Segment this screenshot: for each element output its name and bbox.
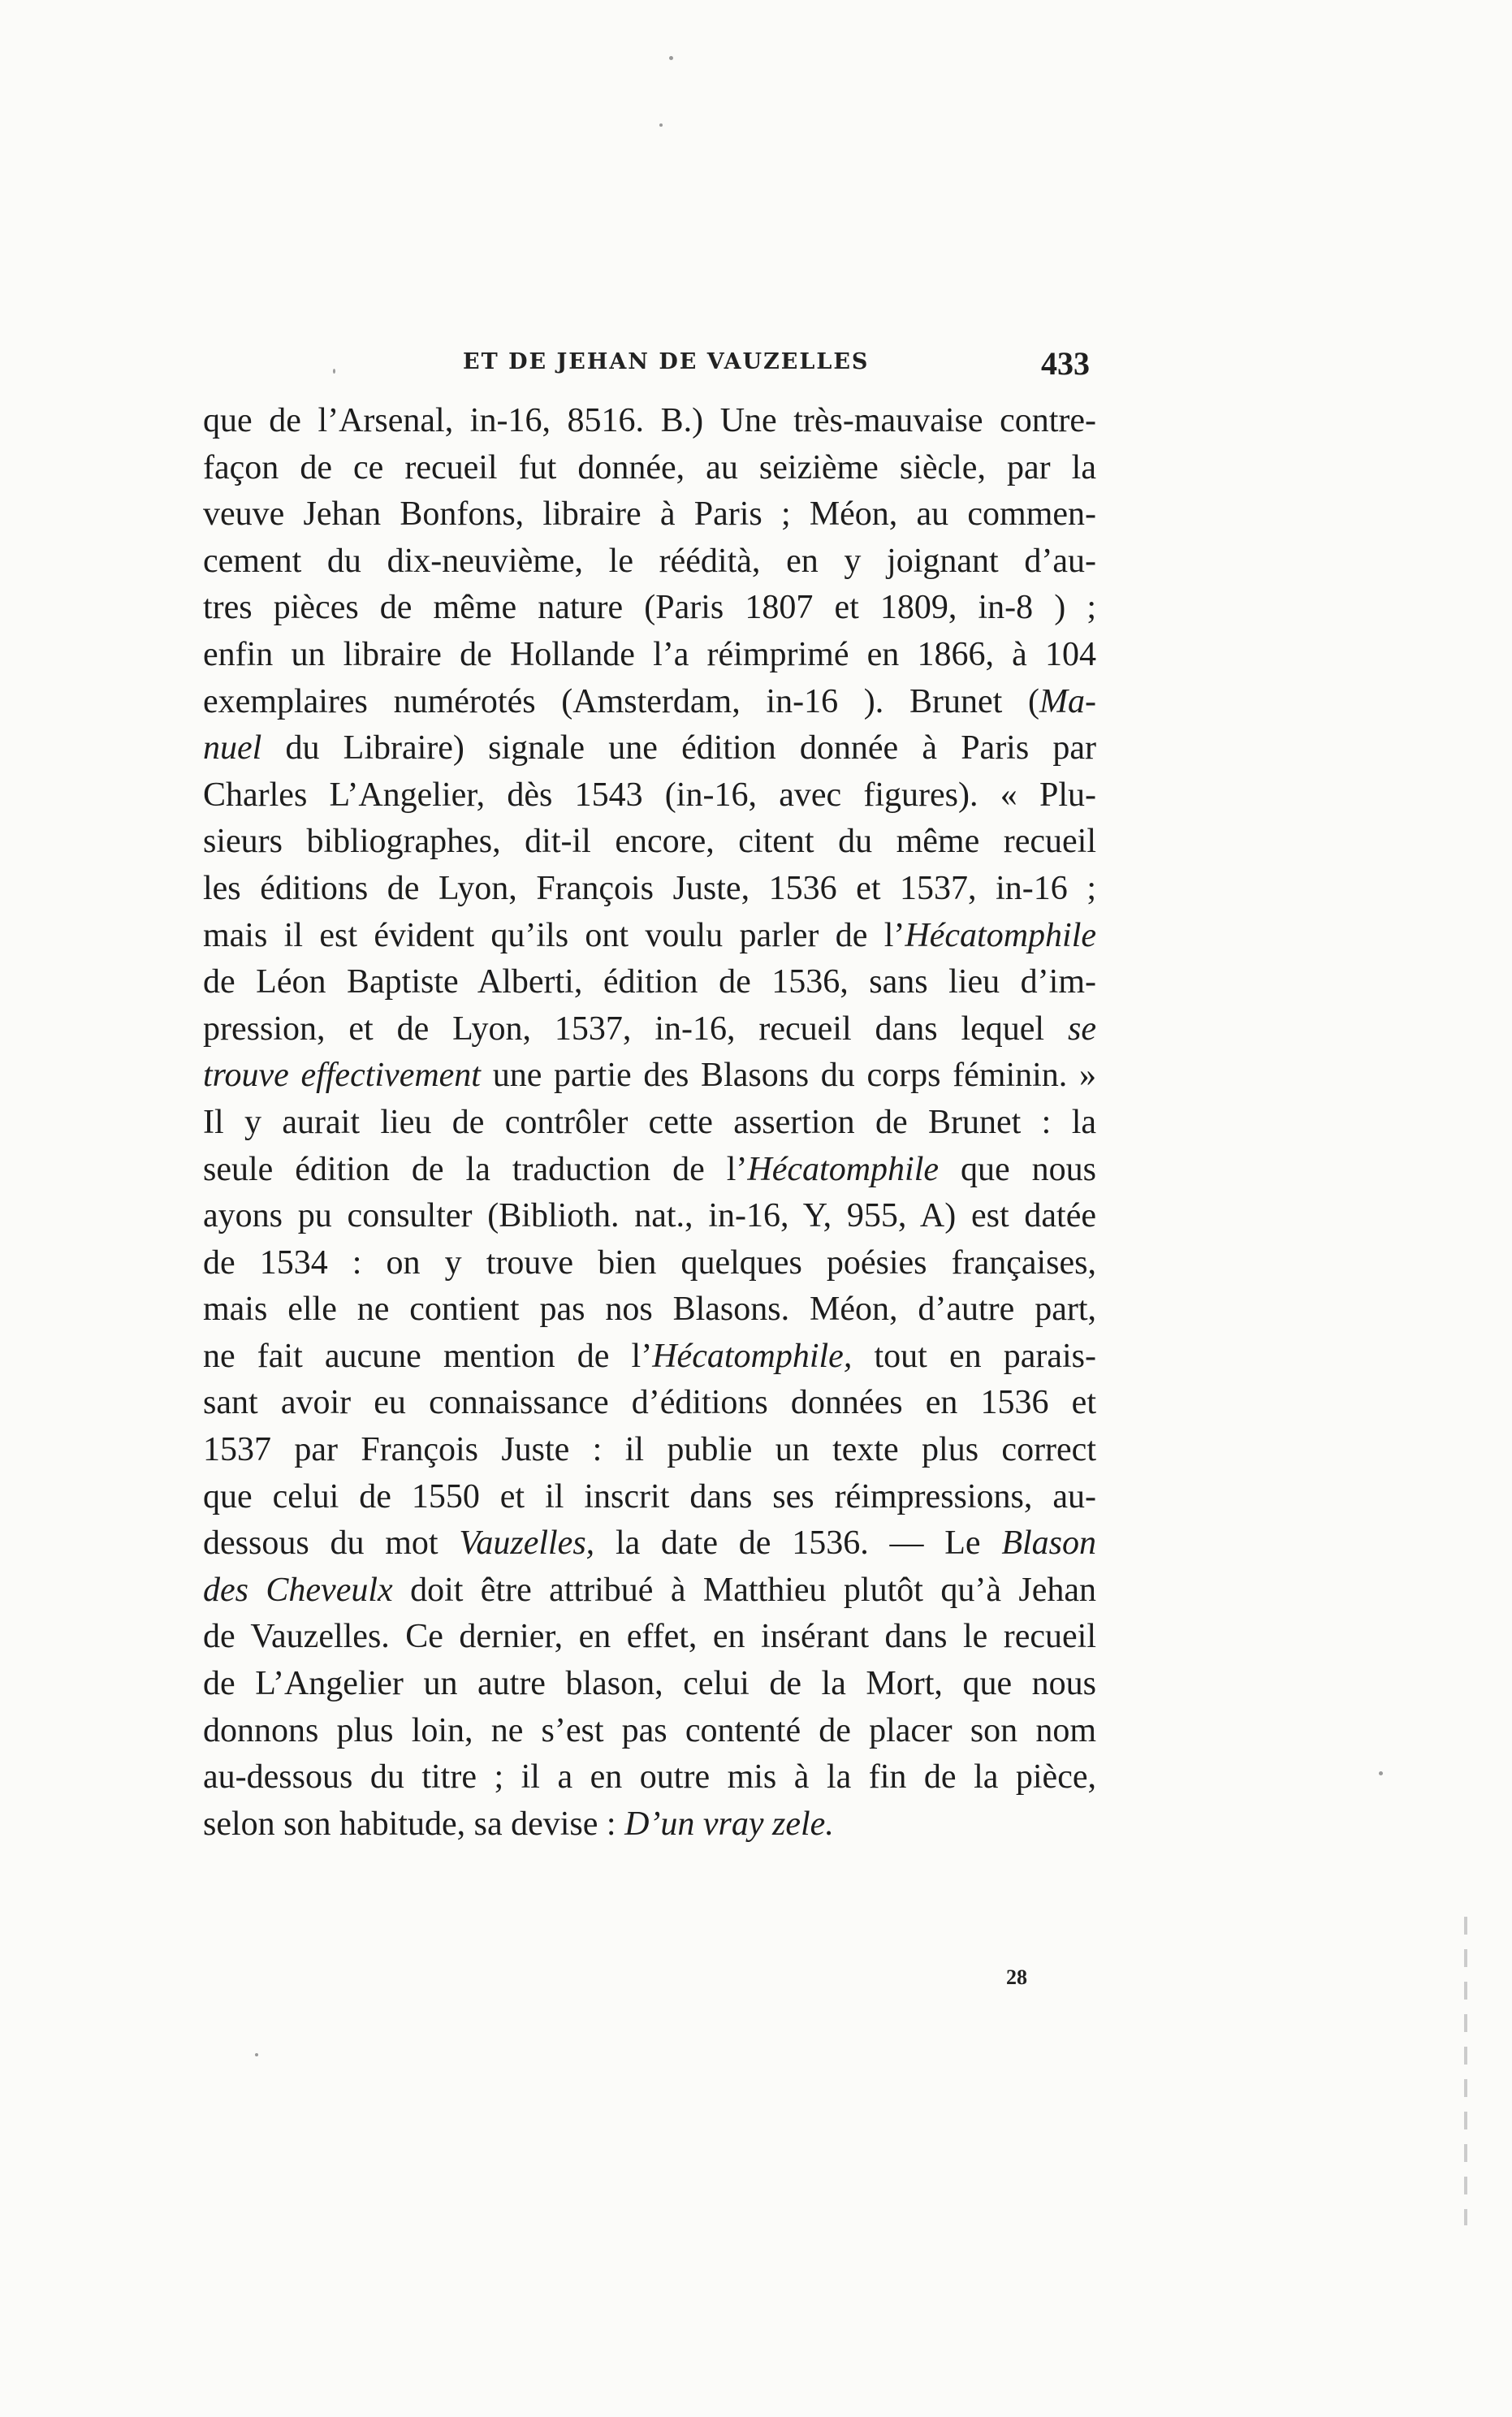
text-line: ne fait aucune mention de l’Hécatomphile, tout en parais-	[203, 1337, 1097, 1375]
italic-phrase: trouve effectivement	[203, 1057, 481, 1095]
text-line: sant avoir eu connaissance d’éditions données en 1536 et	[203, 1384, 1096, 1422]
italic-title: Hécatomphile	[905, 916, 1096, 954]
text-line: que de l’Arsenal, in-16, 8516. B.) Une très-mauvaise contre-	[203, 402, 1096, 439]
italic-title: Hécatomphile	[747, 1150, 940, 1188]
text-line: cement du dix-neuvième, le réédità, en y joignant d’au-	[203, 542, 1096, 580]
page-speck	[333, 369, 335, 374]
text-line: enfin un libraire de Hollande l’a réimprimé en 1866, à 104	[203, 635, 1096, 673]
text-line: mais il est évident qu’ils ont voulu parler de l’Hécatomphile	[203, 916, 1096, 954]
text-line: nuel du Libraire) signale une édition donnée à Paris par	[203, 729, 1097, 767]
text-line: trouve effectivement une partie des Blasons du corps féminin. »	[203, 1057, 1097, 1095]
text-line: dessous du mot Vauzelles, la date de 1536. — Le Blason	[203, 1524, 1097, 1563]
body-text	[203, 398, 1096, 1848]
text-line: les éditions de Lyon, François Juste, 1536 et 1537, in-16 ;	[203, 869, 1096, 907]
text-line: que celui de 1550 et il inscrit dans ses réimpressions, au-	[203, 1477, 1096, 1515]
italic-title: nuel	[203, 729, 262, 767]
text-line: seule édition de la traduction de l’Hécatomphile que nous	[203, 1150, 1096, 1188]
page-speck	[255, 2053, 258, 2056]
italic-motto: D’un vray zele.	[624, 1805, 834, 1843]
running-head	[219, 333, 1098, 390]
text-line: façon de ce recueil fut donnée, au seizième siècle, par la	[203, 448, 1096, 486]
italic-title: Blason	[1001, 1524, 1097, 1563]
text-line: Charles L’Angelier, dès 1543 (in-16, avec figures). « Plu-	[203, 776, 1096, 814]
text-line: donnons plus loin, ne s’est pas contenté de placer son nom	[203, 1711, 1096, 1749]
text-line: de Vauzelles. Ce dernier, en effet, en insérant dans le recueil	[203, 1618, 1096, 1656]
page-speck	[659, 123, 663, 127]
text-line: ayons pu consulter (Biblioth. nat., in-16, Y, 955, A) est datée	[203, 1197, 1096, 1235]
page-speck	[669, 56, 673, 60]
text-line: Il y aurait lieu de contrôler cette assertion de Brunet : la	[203, 1103, 1096, 1141]
italic-name: Vauzelles,	[459, 1524, 595, 1563]
page-speck	[1379, 1771, 1383, 1775]
italic-title: Hécatomphile,	[652, 1337, 853, 1375]
italic-title: des Cheveulx	[203, 1571, 393, 1609]
text-line: pression, et de Lyon, 1537, in-16, recueil dans lequel se	[203, 1010, 1096, 1048]
text-line: sieurs bibliographes, dit-il encore, citent du même recueil	[203, 823, 1096, 861]
text-line: tres pièces de même nature (Paris 1807 et 1809, in-8 ) ;	[203, 589, 1096, 627]
running-title: ET DE JEHAN DE VAUZELLES	[463, 349, 870, 374]
signature-mark: 28	[1006, 1965, 1027, 1989]
text-line: au-dessous du titre ; il a en outre mis à la fin de la pièce,	[203, 1758, 1096, 1797]
italic-phrase: se	[1068, 1010, 1096, 1048]
text-line: exemplaires numérotés (Amsterdam, in-16 ). Brunet (Ma-	[203, 682, 1096, 720]
text-line: mais elle ne contient pas nos Blasons. Méon, d’autre part,	[203, 1291, 1096, 1329]
text-line: veuve Jehan Bonfons, libraire à Paris ; Méon, au commen-	[203, 495, 1096, 534]
text-line: de Léon Baptiste Alberti, édition de 1536, sans lieu d’im-	[203, 963, 1096, 1001]
text-line: 1537 par François Juste : il publie un texte plus correct	[203, 1431, 1096, 1469]
italic-title: Ma-	[1039, 682, 1096, 720]
text-line: selon son habitude, sa devise : D’un vray zele.	[203, 1805, 834, 1843]
page-number: 433	[1041, 345, 1090, 382]
text-line: des Cheveulx doit être attribué à Matthieu plutôt qu’à Jehan	[203, 1571, 1096, 1609]
text-line: de 1534 : on y trouve bien quelques poésies françaises,	[203, 1243, 1096, 1282]
text-line: de L’Angelier un autre blason, celui de la Mort, que nous	[203, 1665, 1096, 1703]
scan-edge-artifact	[1464, 1917, 1467, 2225]
